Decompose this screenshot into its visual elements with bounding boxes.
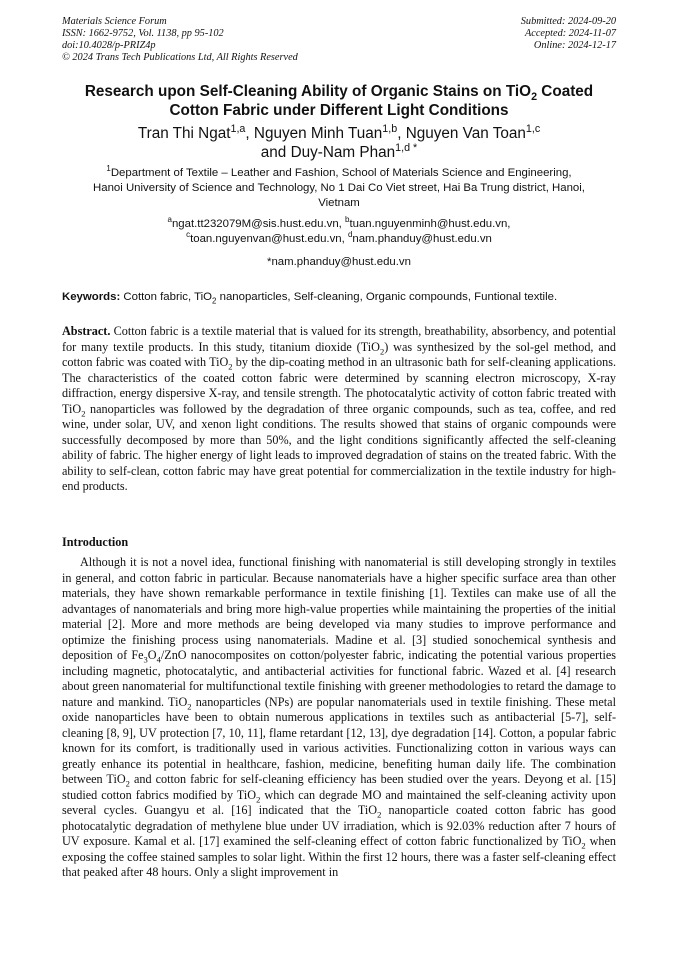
online-date: Online: 2024-12-17 xyxy=(533,40,616,51)
accepted-date: Accepted: 2024-11-07 xyxy=(524,28,616,39)
author-emails: $^a$ngat.tt232079M@sis.hust.edu.vn, $^b$tuan.nguyenminh@hust.edu.vn, $^c$toan.nguyenvan@hust.edu.vn, $^d$nam.phanduy@hust.edu.vn xyxy=(167,215,511,245)
introduction-body: Although it is not a novel idea, functional finishing with nanomaterial is still developing strongly in textiles in general, and cotton fabric in particular. Because nanomaterials have a higher specific surface area than other materials, they have shown remarkable performance in textile finishing [1]. Textiles can make use of all the advantages of nanomaterials and bring more high-value properties while maintaining the properties of the initial material [2]. More and more methods are being developed via many studies to improve performance and optimize the finishing process using nanomaterials. Madine et al. [3] studied sonochemical synthesis and deposition of $Fe_3O_4$/ZnO nanocomposites on cotton/polyester fabric, indicating the potential various properties including magnetic, photocatalytic, and antibacterial activities for functional fabric. Wazed et al. [4] research about green nanomaterial for multifunctional textile finishing with greener methodologies to retard the damage to nature and mankind. TiO$_2$ nanoparticles (NPs) are popular nanomaterials used in textile finishing. These metal oxide nanoparticles have been to obtain numerous applications in textiles such as antibacterial [5-7], self-cleaning [8, 9], UV protection [7, 10, 11], flame retardant [12, 13], dye degradation [14]. Cotton, a popular fabric known for its comfort, is traditionally used in various activities. Functionalizing cotton in various ways can greatly enhance its potential in healthcare, fashion, medicine, benefiting human daily life. The combination between TiO$_2$ and cotton fabric for self-cleaning efficiency has been studied over the years. Deyong et al. [15] studied cotton fabrics modified by TiO$_2$ which can degrade MO and maintained the self-cleaning activity upon several cycles. Guangyu et al. [16] indicated that the TiO$_2$ nanoparticle coated cotton fabric has good photocatalytic degradation of methylene blue under UV irradiation, which is 92.03% reduction after 7 hours of UV exposure. Kamal et al. [17] examined the self-cleaning effect of cotton fabric functionalized by TiO$_2$ when exposing the coffee stained samples to solar light. Within the first 12 hours, there was a faster self-cleaning effect that peaked after 48 hours. Only a slight improvement in xyxy=(62,555,617,879)
paper-title: Research upon Self-Cleaning Ability of Organic Stains on TiO$_2$ Coated Cotton Fabric under Different Light Conditions xyxy=(84,83,594,119)
corresponding-email: *nam.phanduy@hust.edu.vn xyxy=(267,256,411,268)
journal-name: Materials Science Forum xyxy=(62,16,167,27)
abstract: Abstract. Cotton fabric is a textile material that is valued for its strength, breathability, absorbency, and potential for many textile products. In this study, titanium dioxide (TiO$_2$) was synthesized by the sol-gel method, and cotton fabric was coated with TiO$_2$ by the dip-coating method in an ultrasonic bath for self-cleaning applications. The characteristics of the coated cotton fabric were determined by scanning electron microscopy, X-ray diffraction, energy dispersive X-ray, and tensile strength. The photocatalytic activity of cotton fabric treated with TiO$_2$ nanoparticles was followed by the degradation of three organic compounds, such as tea, coffee, and red wine, under solar, UV, and xenon light conditions. The results showed that stains of organic compounds were successfully decomposed by more than 50%, and the light conditions significantly affected the self-cleaning ability of fabric. The higher energy of light leads to improved degradation of stains on the treated fabric. With the ability to self-clean, cotton fabric may have great potential for commercialization in the textile industry for high-end products. xyxy=(62,324,616,493)
journal-header xyxy=(62,16,298,64)
keywords: Keywords: Cotton fabric, TiO$_2$ nanoparticles, Self-cleaning, Organic compounds, Funtional textile. xyxy=(62,291,558,306)
issn: ISSN: 1662-9752, Vol. 1138, pp 95-102 xyxy=(62,28,224,39)
submitted-date: Submitted: 2024-09-20 xyxy=(520,16,616,27)
dates-header xyxy=(521,16,616,52)
introduction-heading: Introduction xyxy=(62,535,129,549)
copyright: © 2024 Trans Tech Publications Ltd, All Rights Reserved xyxy=(62,52,298,63)
author-list: Tran Thi Ngat$^{1,a}$, Nguyen Minh Tuan$^{1,b}$, Nguyen Van Toan$^{1,c}$ and Duy-Nam Phan$^{1,d *}$ xyxy=(137,122,541,161)
doi: doi:10.4028/p-PRIZ4p xyxy=(62,40,156,51)
affiliation: $^1$Department of Textile – Leather and Fashion, School of Materials Science and Engineering, Hanoi University of Science and Technology, No 1 Dai Co Viet street, Hai Ba Trung district, Hanoi, Vietnam xyxy=(93,164,585,209)
